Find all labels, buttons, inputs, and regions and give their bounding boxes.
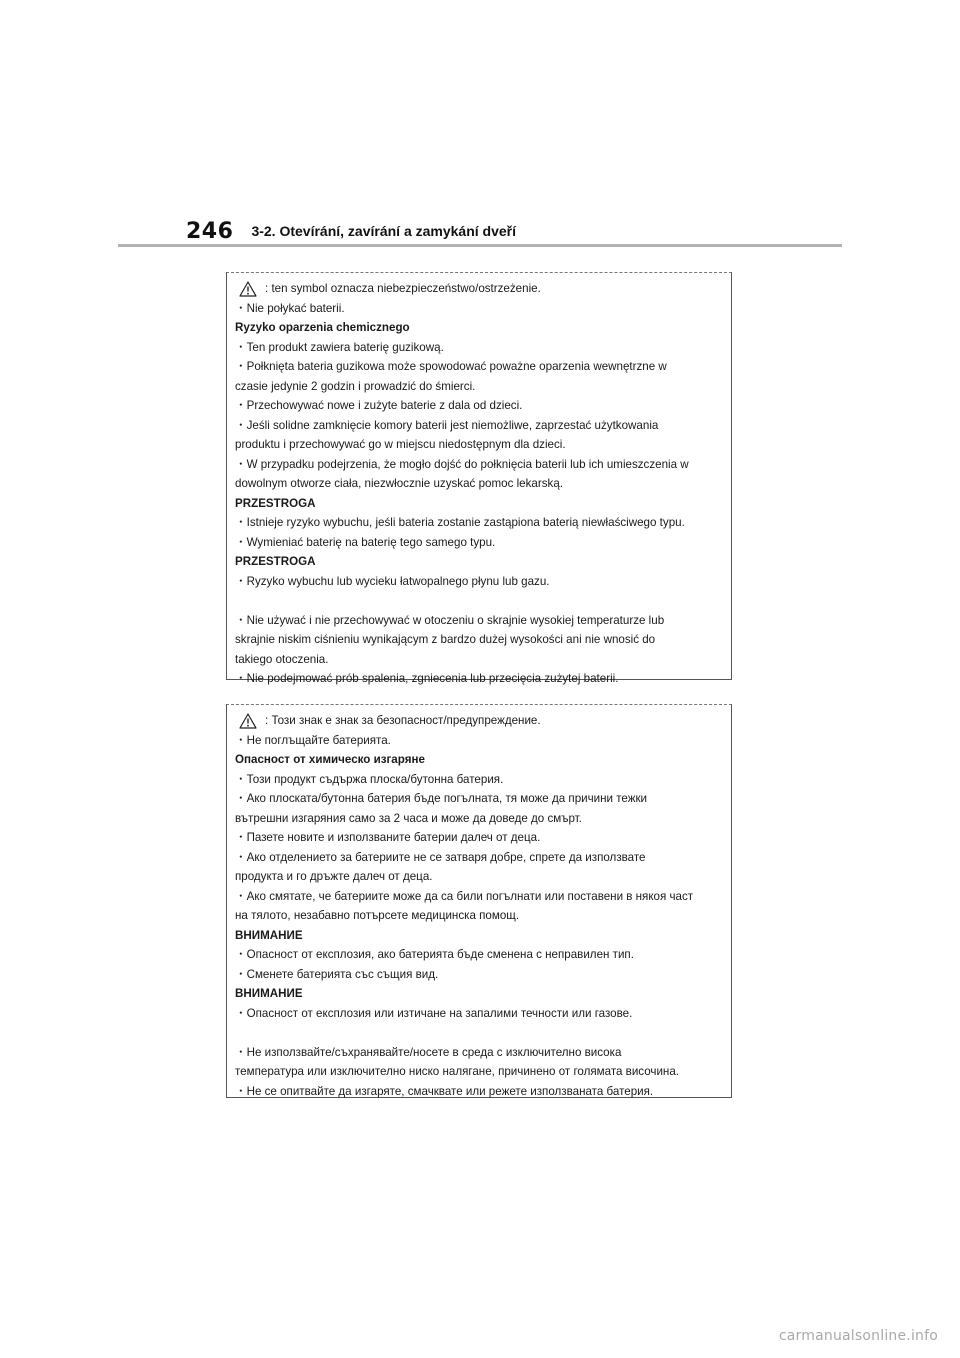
section-heading: ВНИМАНИЕ bbox=[235, 987, 303, 1000]
text-line: вътрешни изгаряния само за 2 часа и може да доведе до смърт. bbox=[235, 811, 582, 825]
text-line: ・Wymieniać baterię na baterię tego samego typu. bbox=[235, 535, 496, 549]
text-line: ・Ако отделението за батериите не се затваря добре, спрете да използвате bbox=[235, 850, 646, 864]
text-line: ・Połknięta bateria guzikowa może spowodować poważne oparzenia wewnętrzne w bbox=[235, 360, 667, 373]
text-line: dowolnym otworze ciała, niezwłocznie uzyskać pomoc lekarską. bbox=[235, 477, 563, 490]
text-line: ・Опасност от експлозия, ако батерията бъде сменена с неправилен тип. bbox=[235, 948, 634, 961]
text-line: ・Ten produkt zawiera baterię guzikową. bbox=[235, 340, 444, 354]
blank-line bbox=[235, 591, 731, 611]
box-lines bbox=[235, 731, 731, 1102]
watermark: carmanualsonline.info bbox=[778, 1328, 938, 1344]
text-line: ・Пазете новите и използваните батерии далеч от деца. bbox=[235, 831, 541, 844]
text-line: на тялото, незабавно потърсете медицинска помощ. bbox=[235, 909, 520, 922]
warning-box-bulgarian bbox=[226, 704, 732, 1098]
text-line: czasie jedynie 2 godzin i prowadzić do śmierci. bbox=[235, 379, 476, 393]
blank-line bbox=[235, 1023, 731, 1043]
box-lines bbox=[235, 299, 731, 689]
text-line: produktu i przechowywać go w miejscu niedostępnym dla dzieci. bbox=[235, 438, 566, 451]
section-heading: PRZESTROGA bbox=[235, 555, 316, 568]
text-line: ・Не поглъщайте батерията. bbox=[235, 733, 391, 747]
text-line: ・Ако плоската/бутонна батерия бъде погълната, тя може да причини тежки bbox=[235, 792, 648, 805]
text-line: skrajnie niskim ciśnieniu wynikającym z bardzo dużej wysokości ani nie wnosić do bbox=[235, 633, 656, 646]
section-heading: Ryzyko oparzenia chemicznego bbox=[235, 321, 410, 334]
warning-text: : ten symbol oznacza niebezpieczeństwo/ostrzeżenie. bbox=[265, 282, 541, 295]
warning-box-polish bbox=[226, 272, 732, 685]
text-line: ・Този продукт съдържа плоска/бутонна батерия. bbox=[235, 772, 504, 786]
section-title: 3-2. Otevírání, zavírání a zamykání dveří bbox=[251, 223, 517, 239]
text-line: ・Jeśli solidne zamknięcie komory baterii jest niemożliwe, zaprzestać użytkowania bbox=[235, 418, 659, 432]
text-line: ・Сменете батерията със същия вид. bbox=[235, 967, 439, 981]
text-line: ・Przechowywać nowe i zużyte baterie z dala od dzieci. bbox=[235, 399, 523, 412]
header-rule bbox=[118, 244, 842, 247]
text-line: ・Ако смятате, че батериите може да са били погълнати или поставени в някоя част bbox=[235, 889, 694, 903]
text-line: ・Nie używać i nie przechowywać w otoczeniu o skrajnie wysokiej temperaturze lub bbox=[235, 613, 665, 627]
warning-text: : Този знак е знак за безопасност/предупреждение. bbox=[265, 714, 541, 727]
text-line: ・W przypadku podejrzenia, że mogło dojść do połknięcia baterii lub ich umieszczenia w bbox=[235, 457, 689, 471]
warning-line bbox=[235, 279, 731, 299]
section-heading: Опасност от химическо изгаряне bbox=[235, 753, 425, 766]
warning-triangle-icon bbox=[239, 713, 257, 729]
text-line: ・Ryzyko wybuchu lub wycieku łatwopalnego płynu lub gazu. bbox=[235, 574, 550, 588]
text-line: температура или изключително ниско налягане, причинено от голямата височина. bbox=[235, 1065, 680, 1078]
page-header bbox=[186, 214, 516, 248]
text-line: ・Istnieje ryzyko wybuchu, jeśli bateria zostanie zastąpiona baterią niewłaściwego typu. bbox=[235, 516, 685, 529]
text-line: ・Не използвайте/съхранявайте/носете в среда с изключително висока bbox=[235, 1045, 622, 1059]
text-line: ・Nie podejmować prób spalenia, zgniecenia lub przecięcia zużytej baterii. bbox=[235, 672, 619, 685]
text-line: продукта и го дръжте далеч от деца. bbox=[235, 870, 433, 883]
text-line: ・Не се опитвайте да изгаряте, смачквате или режете използваната батерия. bbox=[235, 1084, 654, 1098]
section-heading: PRZESTROGA bbox=[235, 496, 316, 510]
warning-triangle-icon bbox=[239, 281, 257, 297]
text-line: takiego otoczenia. bbox=[235, 652, 329, 666]
page-number: 246 bbox=[186, 218, 234, 244]
text-line: ・Опасност от експлозия или изтичане на запалими течности или газове. bbox=[235, 1006, 633, 1020]
section-heading: ВНИМАНИЕ bbox=[235, 928, 303, 942]
text-line: ・Nie połykać baterii. bbox=[235, 301, 345, 315]
warning-line bbox=[235, 711, 731, 731]
